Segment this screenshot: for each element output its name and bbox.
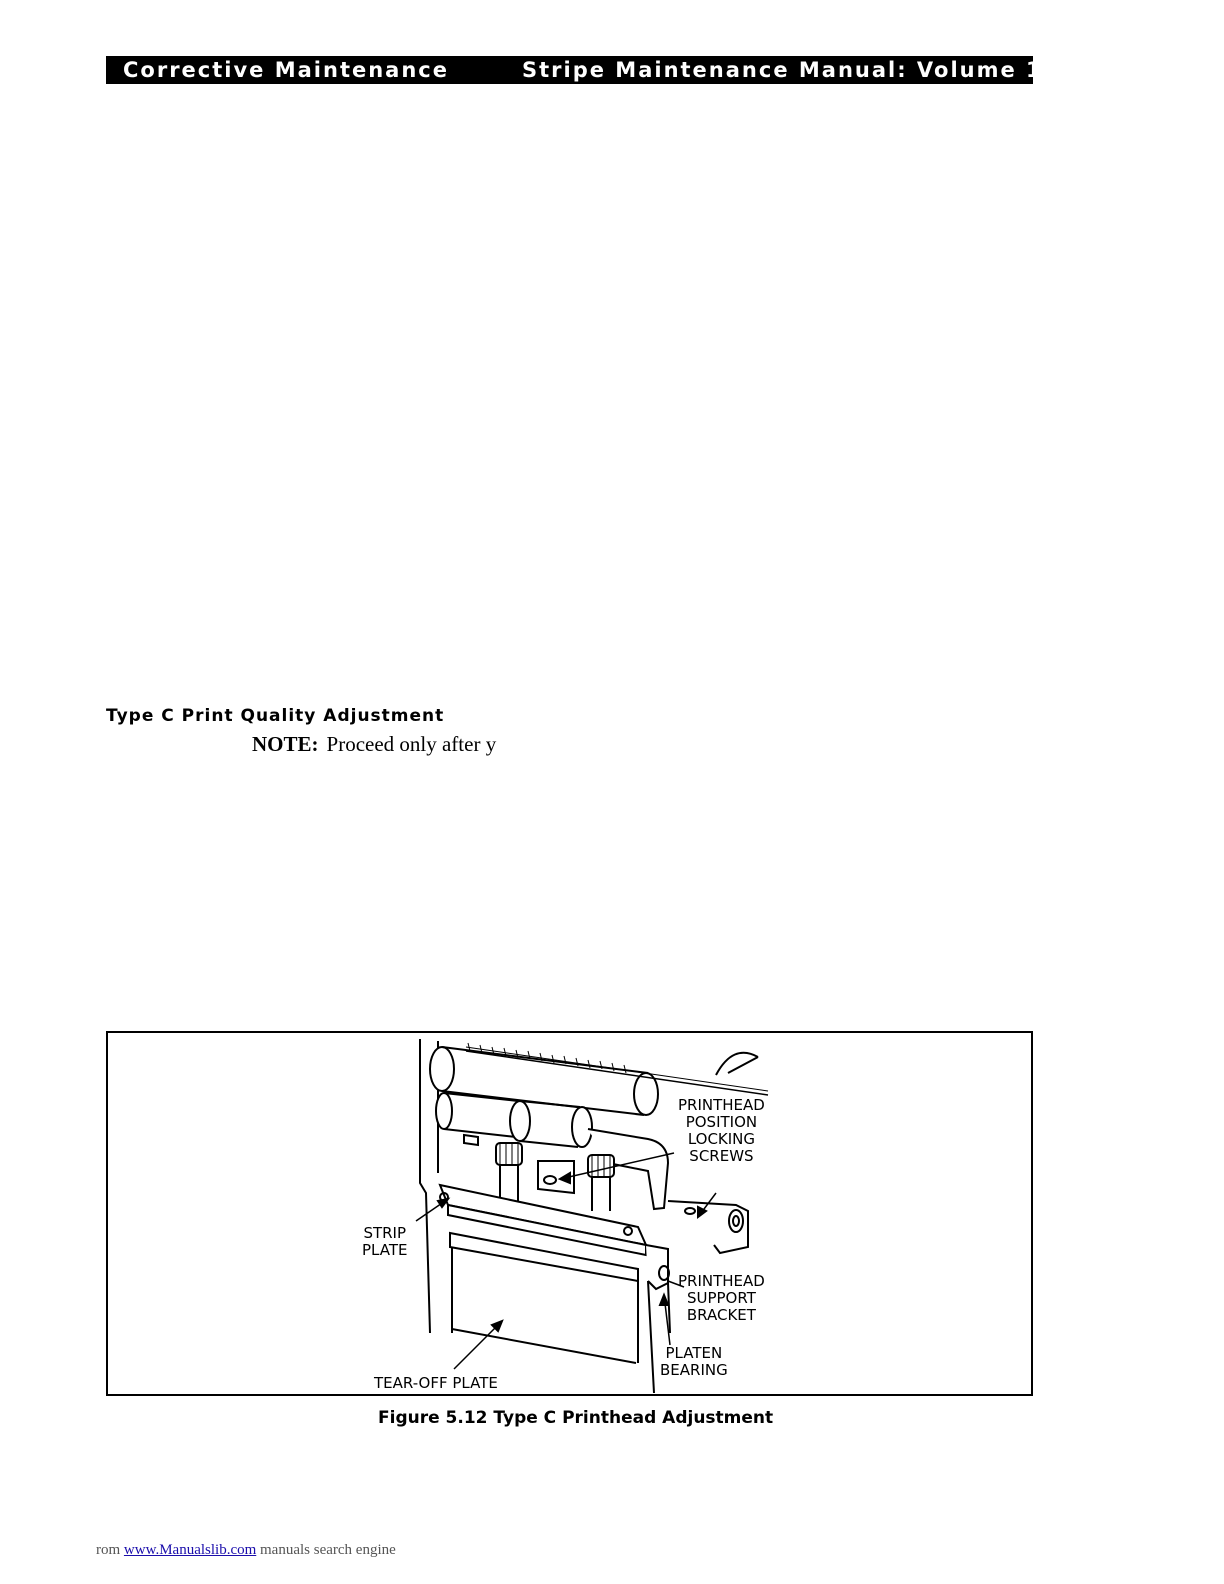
callout-printhead-support-bracket	[678, 1273, 765, 1324]
section-heading: Type C Print Quality Adjustment	[106, 706, 445, 726]
footer-suffix: manuals search engine	[260, 1542, 396, 1558]
callout-line: PLATEN	[665, 1344, 723, 1362]
callout-printhead-position-locking-screws	[678, 1097, 765, 1165]
figure-frame	[106, 1031, 1033, 1396]
callout-line: POSITION	[685, 1113, 758, 1131]
header-manual-title: Stripe Maintenance Manual: Volume 1	[522, 58, 1043, 82]
callout-line: BEARING	[660, 1361, 728, 1379]
callout-line: PRINTHEAD	[678, 1096, 765, 1114]
callout-platen-bearing	[660, 1345, 728, 1379]
footer-source	[96, 1542, 396, 1559]
note-paragraph	[252, 732, 496, 757]
callout-line: PRINTHEAD	[678, 1272, 765, 1290]
callout-line: SUPPORT	[686, 1289, 756, 1307]
running-header	[106, 56, 1043, 84]
footer-prefix: rom	[96, 1542, 121, 1558]
note-label: NOTE:	[252, 732, 319, 756]
callout-line: STRIP	[363, 1224, 407, 1242]
manualslib-link[interactable]: www.Manualslib.com	[123, 1542, 257, 1558]
header-section-title: Corrective Maintenance	[123, 58, 449, 82]
callout-tear-off-plate	[374, 1375, 498, 1392]
printhead-illustration	[108, 1033, 1031, 1394]
figure-caption: Figure 5.12 Type C Printhead Adjustment	[378, 1408, 774, 1428]
callout-strip-plate	[362, 1225, 407, 1259]
callout-line: PLATE	[362, 1241, 408, 1259]
callout-line: SCREWS	[689, 1147, 754, 1165]
callout-line: TEAR-OFF PLATE	[374, 1374, 498, 1392]
note-text: Proceed only after y	[326, 732, 497, 756]
callout-line: LOCKING	[687, 1130, 756, 1148]
callout-line: BRACKET	[686, 1306, 756, 1324]
